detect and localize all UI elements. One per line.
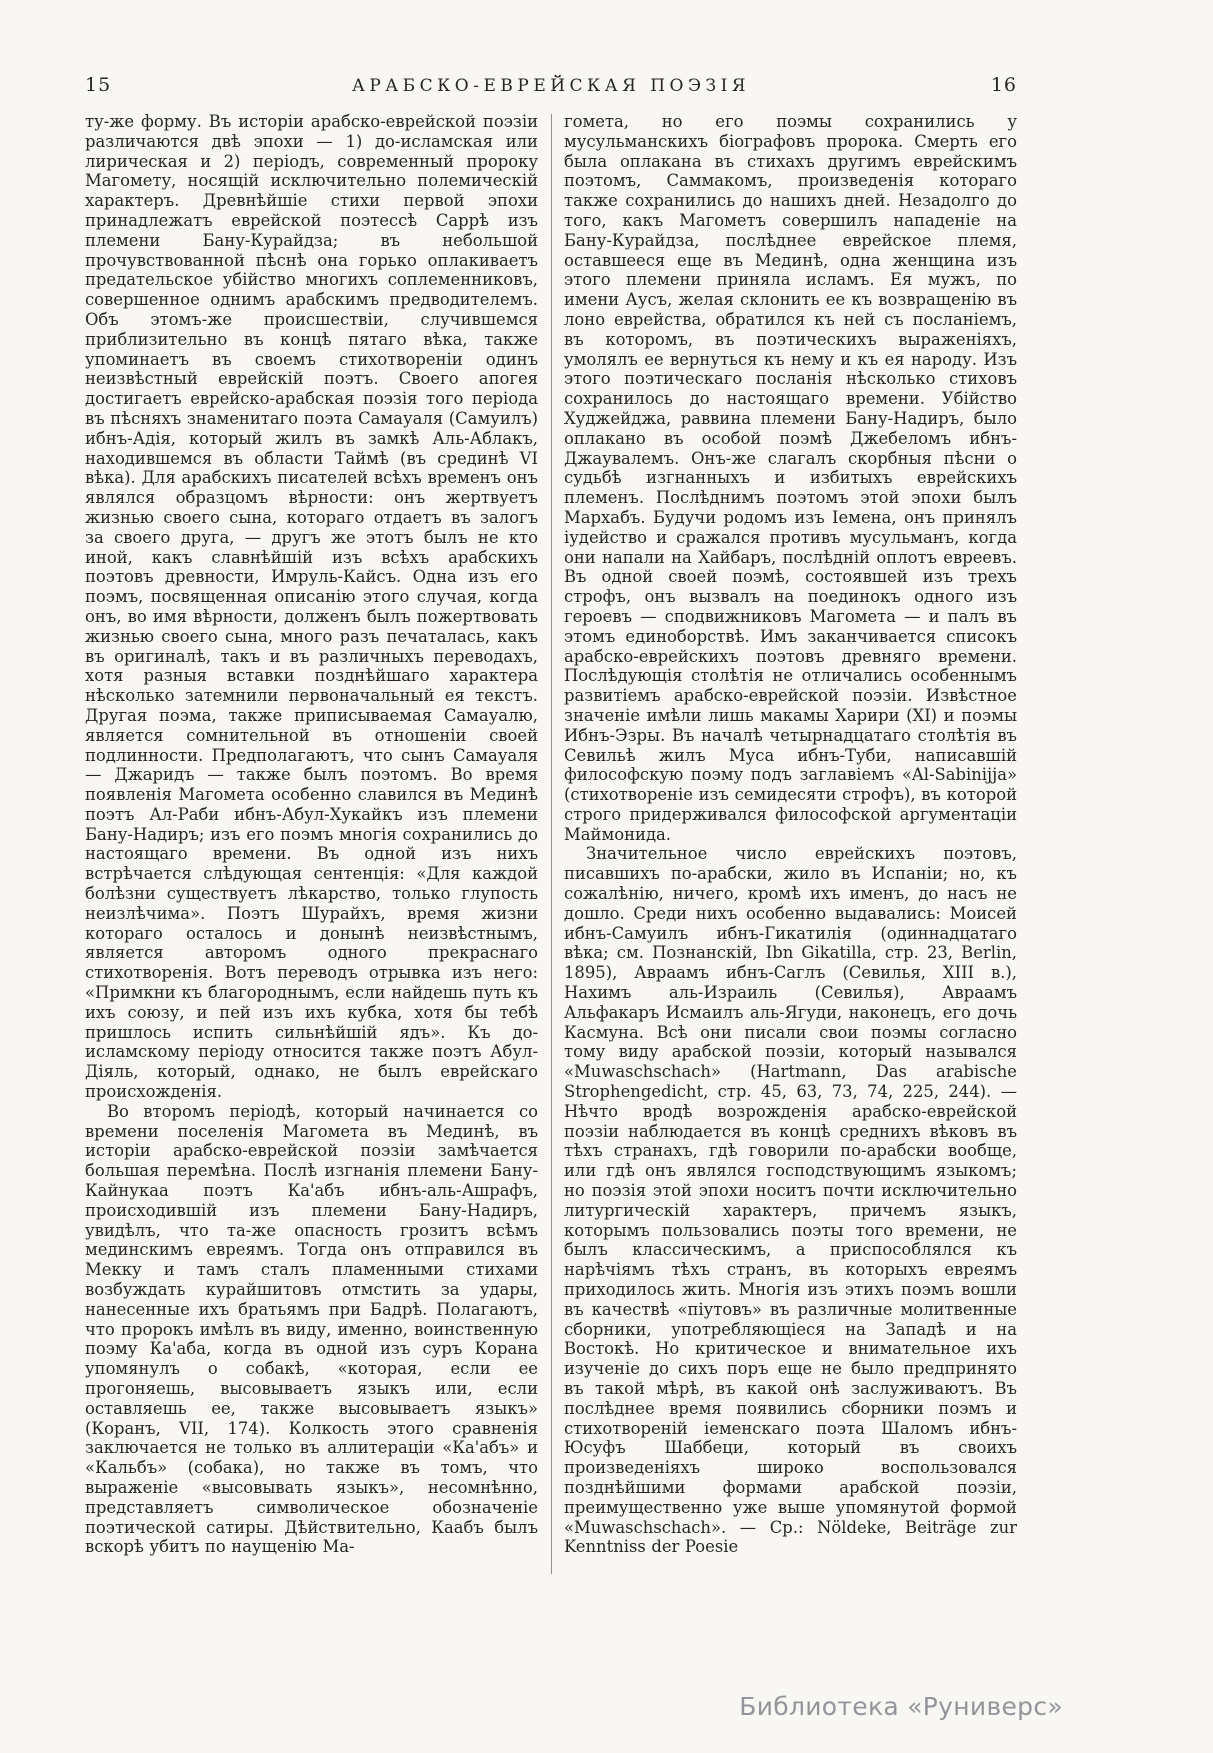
right-column <box>564 112 1017 1557</box>
column-divider <box>551 114 552 1574</box>
paragraph: ту-же форму. Въ исторіи арабско-еврейской поэзіи различаются двѣ эпохи — 1) до-исламская или лирическая и 2) періодъ, современный пророку Магомету, носящій исключительно полемическій характеръ. Древнѣйшіе стихи первой эпохи принадлежатъ еврейской поэтессѣ Саррѣ изъ племени Бану-Курайдза; въ небольшой прочувствованной пѣснѣ она горько оплакиваетъ предательское убійство многихъ соплеменниковъ, совершенное однимъ арабскимъ предводителемъ. Объ этомъ-же происшествіи, случившемся приблизительно въ концѣ пятаго вѣка, также упоминаетъ въ своемъ стихотвореніи одинъ неизвѣстный еврейскій поэтъ. Своего апогея достигаетъ еврейско-арабская поэзія того періода въ пѣсняхъ знаменитаго поэта Самауаля (Самуилъ) ибнъ-Адія, который жилъ въ замкѣ Аль-Аблакъ, находившемся въ области Таймѣ (въ срединѣ VI вѣка). Для арабскихъ писателей всѣхъ временъ онъ являлся образцомъ вѣрности: онъ жертвуетъ жизнью своего сына, котораго отдаетъ въ залогъ за своего друга, — другъ же этотъ былъ не кто иной, какъ славнѣйшій изъ всѣхъ арабскихъ поэтовъ древности, Имруль-Кайсъ. Одна изъ его поэмъ, посвященная описанію этого случая, когда онъ, во имя вѣрности, долженъ былъ пожертвовать жизнью своего сына, много разъ печаталась, какъ въ оригиналѣ, такъ и въ различныхъ переводахъ, хотя разныя вставки позднѣйшаго характера нѣсколько затемнили первоначальный ея текстъ. Другая поэма, также приписываемая Самауалю, является сомнительной въ отношеніи своей подлинности. Предполагаютъ, что сынъ Самауаля — Джаридъ — также былъ поэтомъ. Во время появленія Магомета особенно славился въ Мединѣ поэтъ Ал-Раби ибнъ-Абул-Хукайкъ изъ племени Бану-Надиръ; изъ его поэмъ многія сохранились до настоящаго времени. Въ одной изъ нихъ встрѣчается слѣдующая сентенція: «Для каждой болѣзни существуетъ лѣкарство, только глупость неизлѣчима». Поэтъ Шурайхъ, время жизни котораго осталось и донынѣ неизвѣстнымъ, является авторомъ одного прекраснаго стихотворенія. Вотъ переводъ отрывка изъ него: «Примкни къ благороднымъ, если найдешь путь къ ихъ союзу, и пей изъ ихъ кубка, хотя бы тебѣ пришлось испить сильнѣйшій ядъ». Къ до-исламскому періоду относится также поэтъ Абул-Діяль, который, однако, не былъ еврейскаго происхожденія. <box>85 112 538 1102</box>
page-number-right: 16 <box>990 74 1017 96</box>
left-column <box>85 112 538 1557</box>
paragraph: гомета, но его поэмы сохранились у мусульманскихъ біографовъ пророка. Смерть его была оплакана въ стихахъ другимъ еврейскимъ поэтомъ, Саммакомъ, произведенія котораго также сохранились до нашихъ дней. Незадолго до того, какъ Магометъ совершилъ нападеніе на Бану-Курайдза, послѣднее еврейское племя, оставшееся еще въ Мединѣ, одна женщина изъ этого племени приняла исламъ. Ея мужъ, по имени Аусъ, желая склонить ее къ возвращенію въ лоно еврейства, обратился къ ней съ посланіемъ, въ которомъ, въ поэтическихъ выраженіяхъ, умолялъ ее вернуться къ нему и къ ея народу. Изъ этого поэтическаго посланія нѣсколько стиховъ сохранилось до настоящаго времени. Убійство Худжейджа, раввина племени Бану-Надиръ, было оплакано въ особой поэмѣ Джебеломъ ибнъ-Джаувалемъ. Онъ-же слагалъ скорбныя пѣсни о судьбѣ изгнанныхъ и избитыхъ еврейскихъ племенъ. Послѣднимъ поэтомъ этой эпохи былъ Мархабъ. Будучи родомъ изъ Іемена, онъ принялъ іудейство и сражался противъ мусульманъ, когда они напали на Хайбаръ, послѣдній оплотъ евреевъ. Въ одной своей поэмѣ, состоявшей изъ трехъ строфъ, онъ вызвалъ на поединокъ одного изъ героевъ — сподвижниковъ Магомета — и палъ въ этомъ единоборствѣ. Имъ заканчивается списокъ арабско-еврейскихъ поэтовъ древняго времени. Послѣдующія столѣтія не отличались особеннымъ развитіемъ арабско-еврейской поэзіи. Извѣстное значеніе имѣли лишь макамы Харири (XI) и поэмы Ибнъ-Эзры. Въ началѣ четырнадцатаго столѣтія въ Севильѣ жилъ Муса ибнъ-Туби, написавшій философскую поэму подъ заглавіемъ «Al-Sabinijja» (стихотвореніе изъ семидесяти строфъ), въ которой строго придерживался философской аргументаціи Маймонида. <box>564 112 1017 844</box>
page-number-left: 15 <box>85 74 112 96</box>
two-column-text <box>85 112 1017 1557</box>
paragraph: Значительное число еврейскихъ поэтовъ, писавшихъ по-арабски, жило въ Испаніи; но, къ сожалѣнію, ничего, кромѣ ихъ именъ, до насъ не дошло. Среди нихъ особенно выдавались: Моисей ибнъ-Самуилъ ибнъ-Гикатилія (одиннадцатаго вѣка; см. Познанскій, Ibn Gikatilla, стр. 23, Berlin, 1895), Авраамъ ибнъ-Саглъ (Севилья, XIII в.), Нахимъ аль-Израиль (Севилья), Авраамъ Альфакаръ Исмаилъ аль-Ягуди, наконецъ, его дочь Касмуна. Всѣ они писали свои поэмы согласно тому виду арабской поэзіи, который назывался «Muwaschschach» (Hartmann, Das arabische Strophengedicht, стр. 45, 63, 73, 74, 225, 244). — Нѣчто вродѣ возрожденія арабско-еврейской поэзіи наблюдается въ концѣ среднихъ вѣковъ въ тѣхъ странахъ, гдѣ говорили по-арабски вообще, или гдѣ онъ являлся господствующимъ языкомъ; но поэзія этой эпохи носитъ почти исключительно литургическій характеръ, причемъ языкъ, которымъ пользовались поэты того времени, не былъ классическимъ, а приспособлялся къ нарѣчіямъ тѣхъ странъ, въ которыхъ евреямъ приходилось жить. Многія изъ этихъ поэмъ вошли въ качествѣ «піутовъ» въ различные молитвенные сборники, употребляющіеся на Западѣ и на Востокѣ. Но критическое и внимательное ихъ изученіе до сихъ поръ еще не было предпринято въ такой мѣрѣ, въ какой онѣ заслуживаютъ. Въ послѣднее время появились сборники поэмъ и стихотвореній іеменскаго поэта Шаломъ ибнъ-Юсуфъ Шаббеци, который въ своихъ произведеніяхъ широко воспользовался позднѣйшими формами арабской поэзіи, преимущественно уже выше упомянутой формой «Muwaschschach». — Ср.: Nöldeke, Beiträge zur Kenntniss der Poesie <box>564 844 1017 1557</box>
running-head <box>85 74 1017 96</box>
page-title: АРАБСКО-ЕВРЕЙСКАЯ ПОЭЗІЯ <box>351 76 751 96</box>
watermark: Библиотека «Руниверс» <box>739 1692 1063 1721</box>
paragraph: Во второмъ періодѣ, который начинается со времени поселенія Магомета въ Мединѣ, въ исторіи арабско-еврейской поэзіи замѣчается большая перемѣна. Послѣ изгнанія племени Бану-Кайнукаа поэтъ Ка'абъ ибнъ-аль-Ашрафъ, происходившій изъ племени Бану-Надиръ, увидѣлъ, что та-же опасность грозитъ всѣмъ мединскимъ евреямъ. Тогда онъ отправился въ Мекку и тамъ сталъ пламенными стихами возбуждать курайшитовъ отмстить за удары, нанесенные ихъ братьямъ при Бадрѣ. Полагаютъ, что пророкъ имѣлъ въ виду, именно, воинственную поэму Ка'аба, когда въ одной изъ суръ Корана упомянулъ о собакѣ, «которая, если ее прогоняешь, высовываетъ языкъ или, если оставляешь ее, также высовываетъ языкъ» (Коранъ, VII, 174). Колкость этого сравненія заключается не только въ аллитераціи «Ка'абъ» и «Кальбъ» (собака), но также въ томъ, что выраженіе «высовывать языкъ», несомнѣнно, представляетъ символическое обозначеніе поэтической сатиры. Дѣйствительно, Каабъ былъ вскорѣ убитъ по наущенію Ма- <box>85 1101 538 1557</box>
